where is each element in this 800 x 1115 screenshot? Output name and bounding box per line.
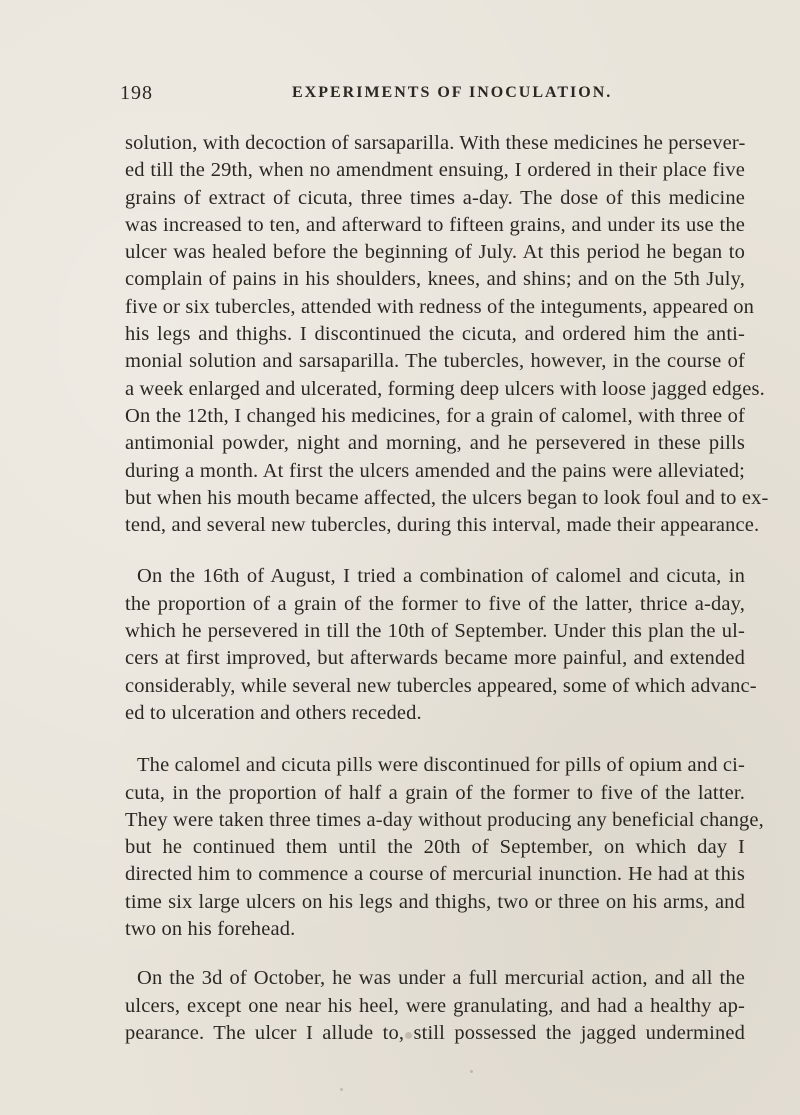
text-line: during a month. At first the ulcers amended and the pains were alleviated; <box>125 459 745 482</box>
text-line: time six large ulcers on his legs and thighs, two or three on his arms, and <box>125 890 745 913</box>
paragraph-3 <box>125 752 764 943</box>
page-number: 198 <box>120 82 153 104</box>
paragraph-4 <box>125 965 745 1047</box>
text-line: ulcers, except one near his heel, were granulating, and had a healthy ap- <box>125 994 745 1017</box>
text-line: On the 3d of October, he was under a full mercurial action, and all the <box>137 967 745 990</box>
text-line: ed till the 29th, when no amendment ensuing, I ordered in their place five <box>125 159 745 182</box>
text-line: considerably, while several new tubercles appeared, some of which advanc- <box>125 674 757 697</box>
paper-stain <box>405 1032 412 1039</box>
running-title: EXPERIMENTS OF INOCULATION. <box>292 84 613 101</box>
paper-stain <box>470 1070 473 1073</box>
text-line: antimonial powder, night and morning, and he persevered in these pills <box>125 432 745 455</box>
text-line: The calomel and cicuta pills were discontinued for pills of opium and ci- <box>137 754 745 777</box>
text-line: two on his forehead. <box>125 918 296 941</box>
text-line: On the 16th of August, I tried a combination of calomel and cicuta, in <box>137 565 745 588</box>
text-line: five or six tubercles, attended with redness of the integuments, appeared on <box>125 295 755 318</box>
paragraph-2 <box>125 563 757 727</box>
text-line: pearance. The ulcer I allude to, still possessed the jagged undermined <box>125 1021 745 1044</box>
paper-stain <box>340 1088 343 1091</box>
text-line: monial solution and sarsaparilla. The tubercles, however, in the course of <box>125 350 745 373</box>
text-line: ulcer was healed before the beginning of July. At this period he began to <box>125 241 745 264</box>
text-line: grains of extract of cicuta, three times a-day. The dose of this medicine <box>125 186 745 209</box>
text-line: was increased to ten, and afterward to fifteen grains, and under its use the <box>125 213 745 236</box>
text-line: directed him to commence a course of mercurial inunction. He had at this <box>125 863 745 886</box>
text-line: On the 12th, I changed his medicines, for a grain of calomel, with three of <box>125 404 745 427</box>
paragraph-1 <box>125 130 769 539</box>
text-line: cers at first improved, but afterwards became more painful, and extended <box>125 647 745 670</box>
text-line: They were taken three times a-day without producing any beneficial change, <box>125 808 764 831</box>
text-line: a week enlarged and ulcerated, forming deep ulcers with loose jagged edges. <box>125 377 765 400</box>
text-line: but he continued them until the 20th of September, on which day I <box>125 836 745 859</box>
text-line: tend, and several new tubercles, during this interval, made their appearance. <box>125 514 760 537</box>
text-line: complain of pains in his shoulders, knees, and shins; and on the 5th July, <box>125 268 745 291</box>
text-line: but when his mouth became affected, the ulcers began to look foul and to ex- <box>125 486 769 509</box>
text-line: cuta, in the proportion of half a grain of the former to five of the latter. <box>125 781 745 804</box>
running-head <box>120 82 740 112</box>
text-line: which he persevered in till the 10th of September. Under this plan the ul- <box>125 620 745 643</box>
text-line: the proportion of a grain of the former to five of the latter, thrice a-day, <box>125 592 745 615</box>
body-text <box>125 130 769 1047</box>
text-line: ed to ulceration and others receded. <box>125 701 422 724</box>
text-line: his legs and thighs. I discontinued the cicuta, and ordered him the anti- <box>125 323 745 346</box>
text-line: solution, with decoction of sarsaparilla. With these medicines he persever- <box>125 132 746 154</box>
